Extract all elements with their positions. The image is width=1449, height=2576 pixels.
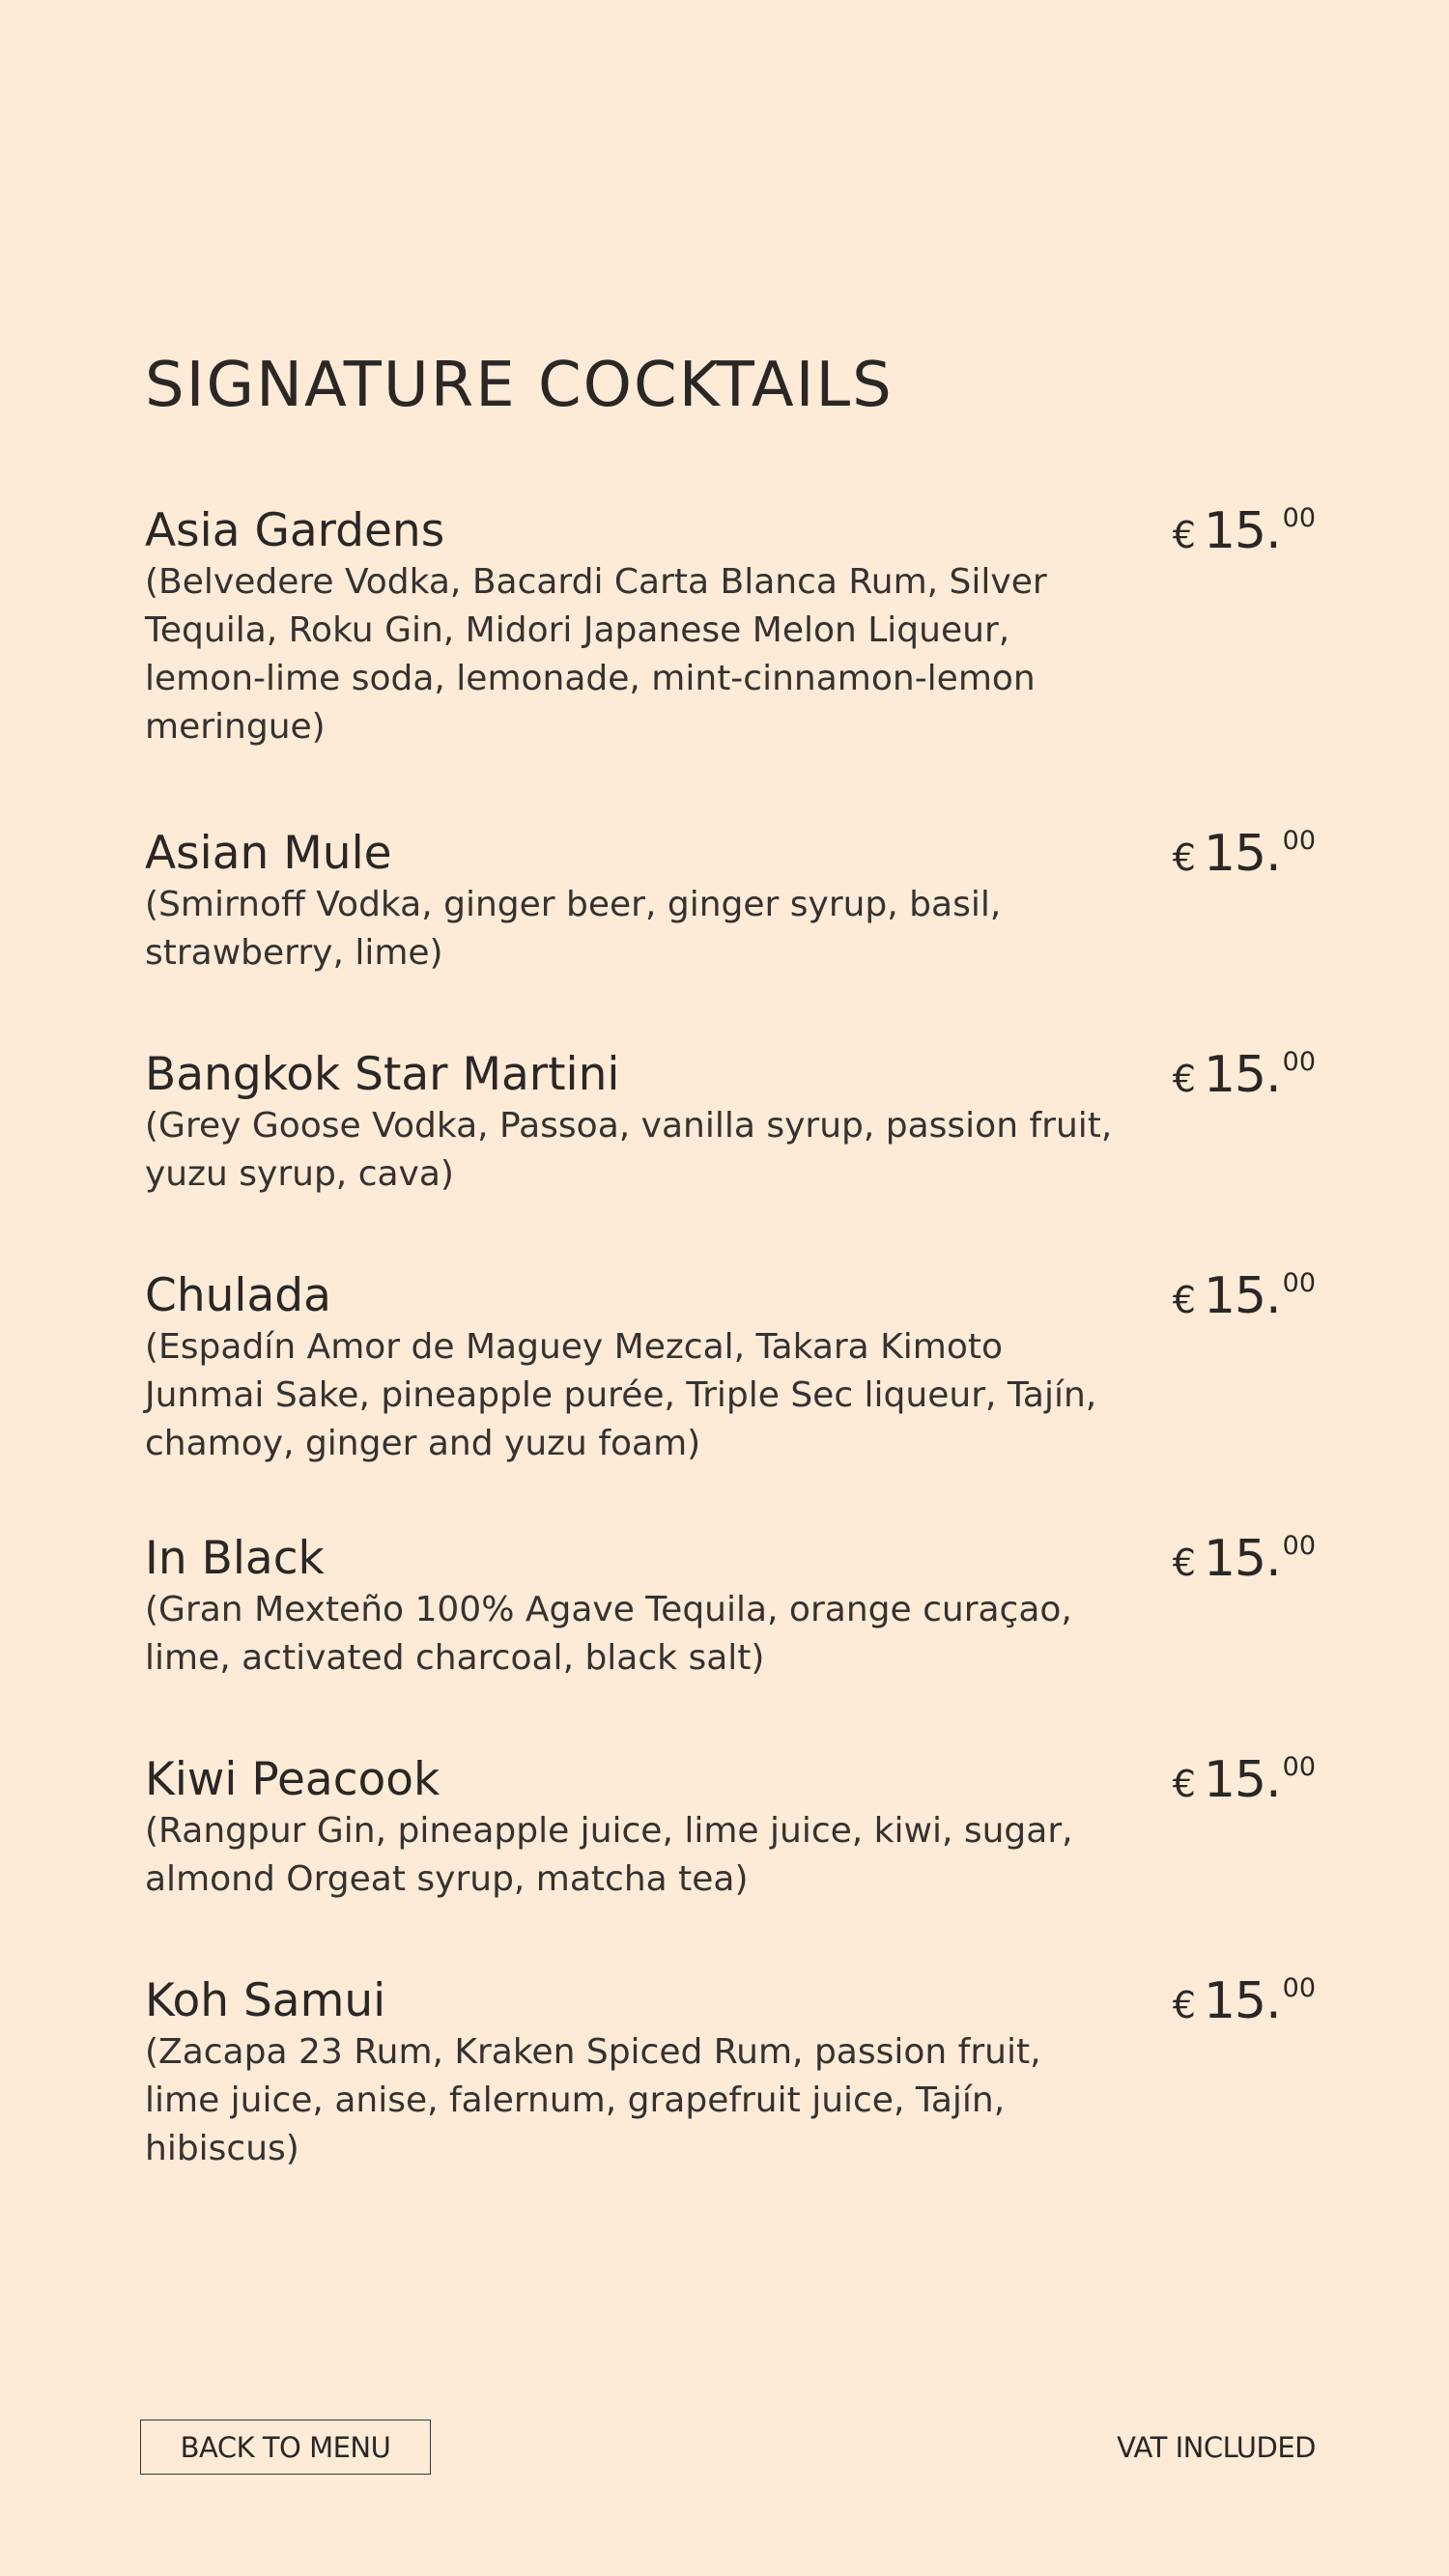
price-amount: 15.	[1203, 1972, 1281, 2030]
item-description: (Rangpur Gin, pineapple juice, lime juice, kiwi, sugar, almond Orgeat syrup, matcha tea)	[145, 1811, 1073, 1899]
item-name: Chulada	[145, 1269, 331, 1322]
price-amount: 15.	[1203, 825, 1281, 883]
item-price	[1173, 825, 1316, 883]
price-currency: €	[1172, 1279, 1196, 1321]
item-description: (Grey Goose Vodka, Passoa, vanilla syrup, passion fruit, yuzu syrup, cava)	[145, 1106, 1113, 1194]
item-price	[1173, 1530, 1316, 1588]
item-description: (Zacapa 23 Rum, Kraken Spiced Rum, passion fruit, lime juice, anise, falernum, grapefruit juice, Tajín, hibiscus)	[145, 2032, 1041, 2168]
item-name: In Black	[145, 1532, 325, 1585]
price-amount: 15.	[1203, 1751, 1281, 1809]
price-amount: 15.	[1203, 1046, 1281, 1104]
price-cents: 00	[1282, 1973, 1316, 2003]
vat-note: VAT INCLUDED	[1117, 2431, 1316, 2464]
item-name: Bangkok Star Martini	[145, 1048, 620, 1101]
item-description: (Espadín Amor de Maguey Mezcal, Takara Kimoto Junmai Sake, pineapple purée, Triple Sec liqueur, Tajín, chamoy, ginger and yuzu foam)	[145, 1327, 1097, 1463]
price-cents: 00	[1282, 826, 1316, 856]
item-name: Koh Samui	[145, 1974, 386, 2027]
item-description: (Belvedere Vodka, Bacardi Carta Blanca Rum, Silver Tequila, Roku Gin, Midori Japanese Melon Liqueur, lemon-lime soda, lemonade, mint-cinnamon-lemon meringue)	[145, 562, 1047, 747]
item-price	[1173, 502, 1316, 560]
item-description: (Gran Mexteño 100% Agave Tequila, orange curaçao, lime, activated charcoal, black salt)	[145, 1590, 1072, 1678]
item-price	[1173, 1751, 1316, 1809]
price-amount: 15.	[1203, 502, 1281, 560]
price-cents: 00	[1282, 1531, 1316, 1561]
price-amount: 15.	[1203, 1530, 1281, 1588]
back-to-menu-button[interactable]: BACK TO MENU	[140, 2420, 431, 2475]
price-cents: 00	[1282, 503, 1316, 533]
price-amount: 15.	[1203, 1267, 1281, 1325]
item-price	[1173, 1972, 1316, 2030]
item-price	[1173, 1267, 1316, 1325]
price-cents: 00	[1282, 1047, 1316, 1077]
price-currency: €	[1172, 1058, 1196, 1100]
page-title: SIGNATURE COCKTAILS	[145, 350, 894, 421]
menu-page	[145, 0, 1316, 2576]
price-cents: 00	[1282, 1268, 1316, 1298]
item-name: Asian Mule	[145, 827, 392, 880]
item-name: Asia Gardens	[145, 504, 445, 557]
price-currency: €	[1172, 836, 1196, 879]
price-currency: €	[1172, 1763, 1196, 1805]
price-cents: 00	[1282, 1752, 1316, 1782]
price-currency: €	[1172, 1984, 1196, 2026]
item-price	[1173, 1046, 1316, 1104]
item-description: (Smirnoff Vodka, ginger beer, ginger syrup, basil, strawberry, lime)	[145, 885, 1002, 973]
price-currency: €	[1172, 514, 1196, 556]
item-name: Kiwi Peacook	[145, 1753, 440, 1806]
cocktail-list	[145, 0, 1316, 2222]
price-currency: €	[1172, 1542, 1196, 1584]
